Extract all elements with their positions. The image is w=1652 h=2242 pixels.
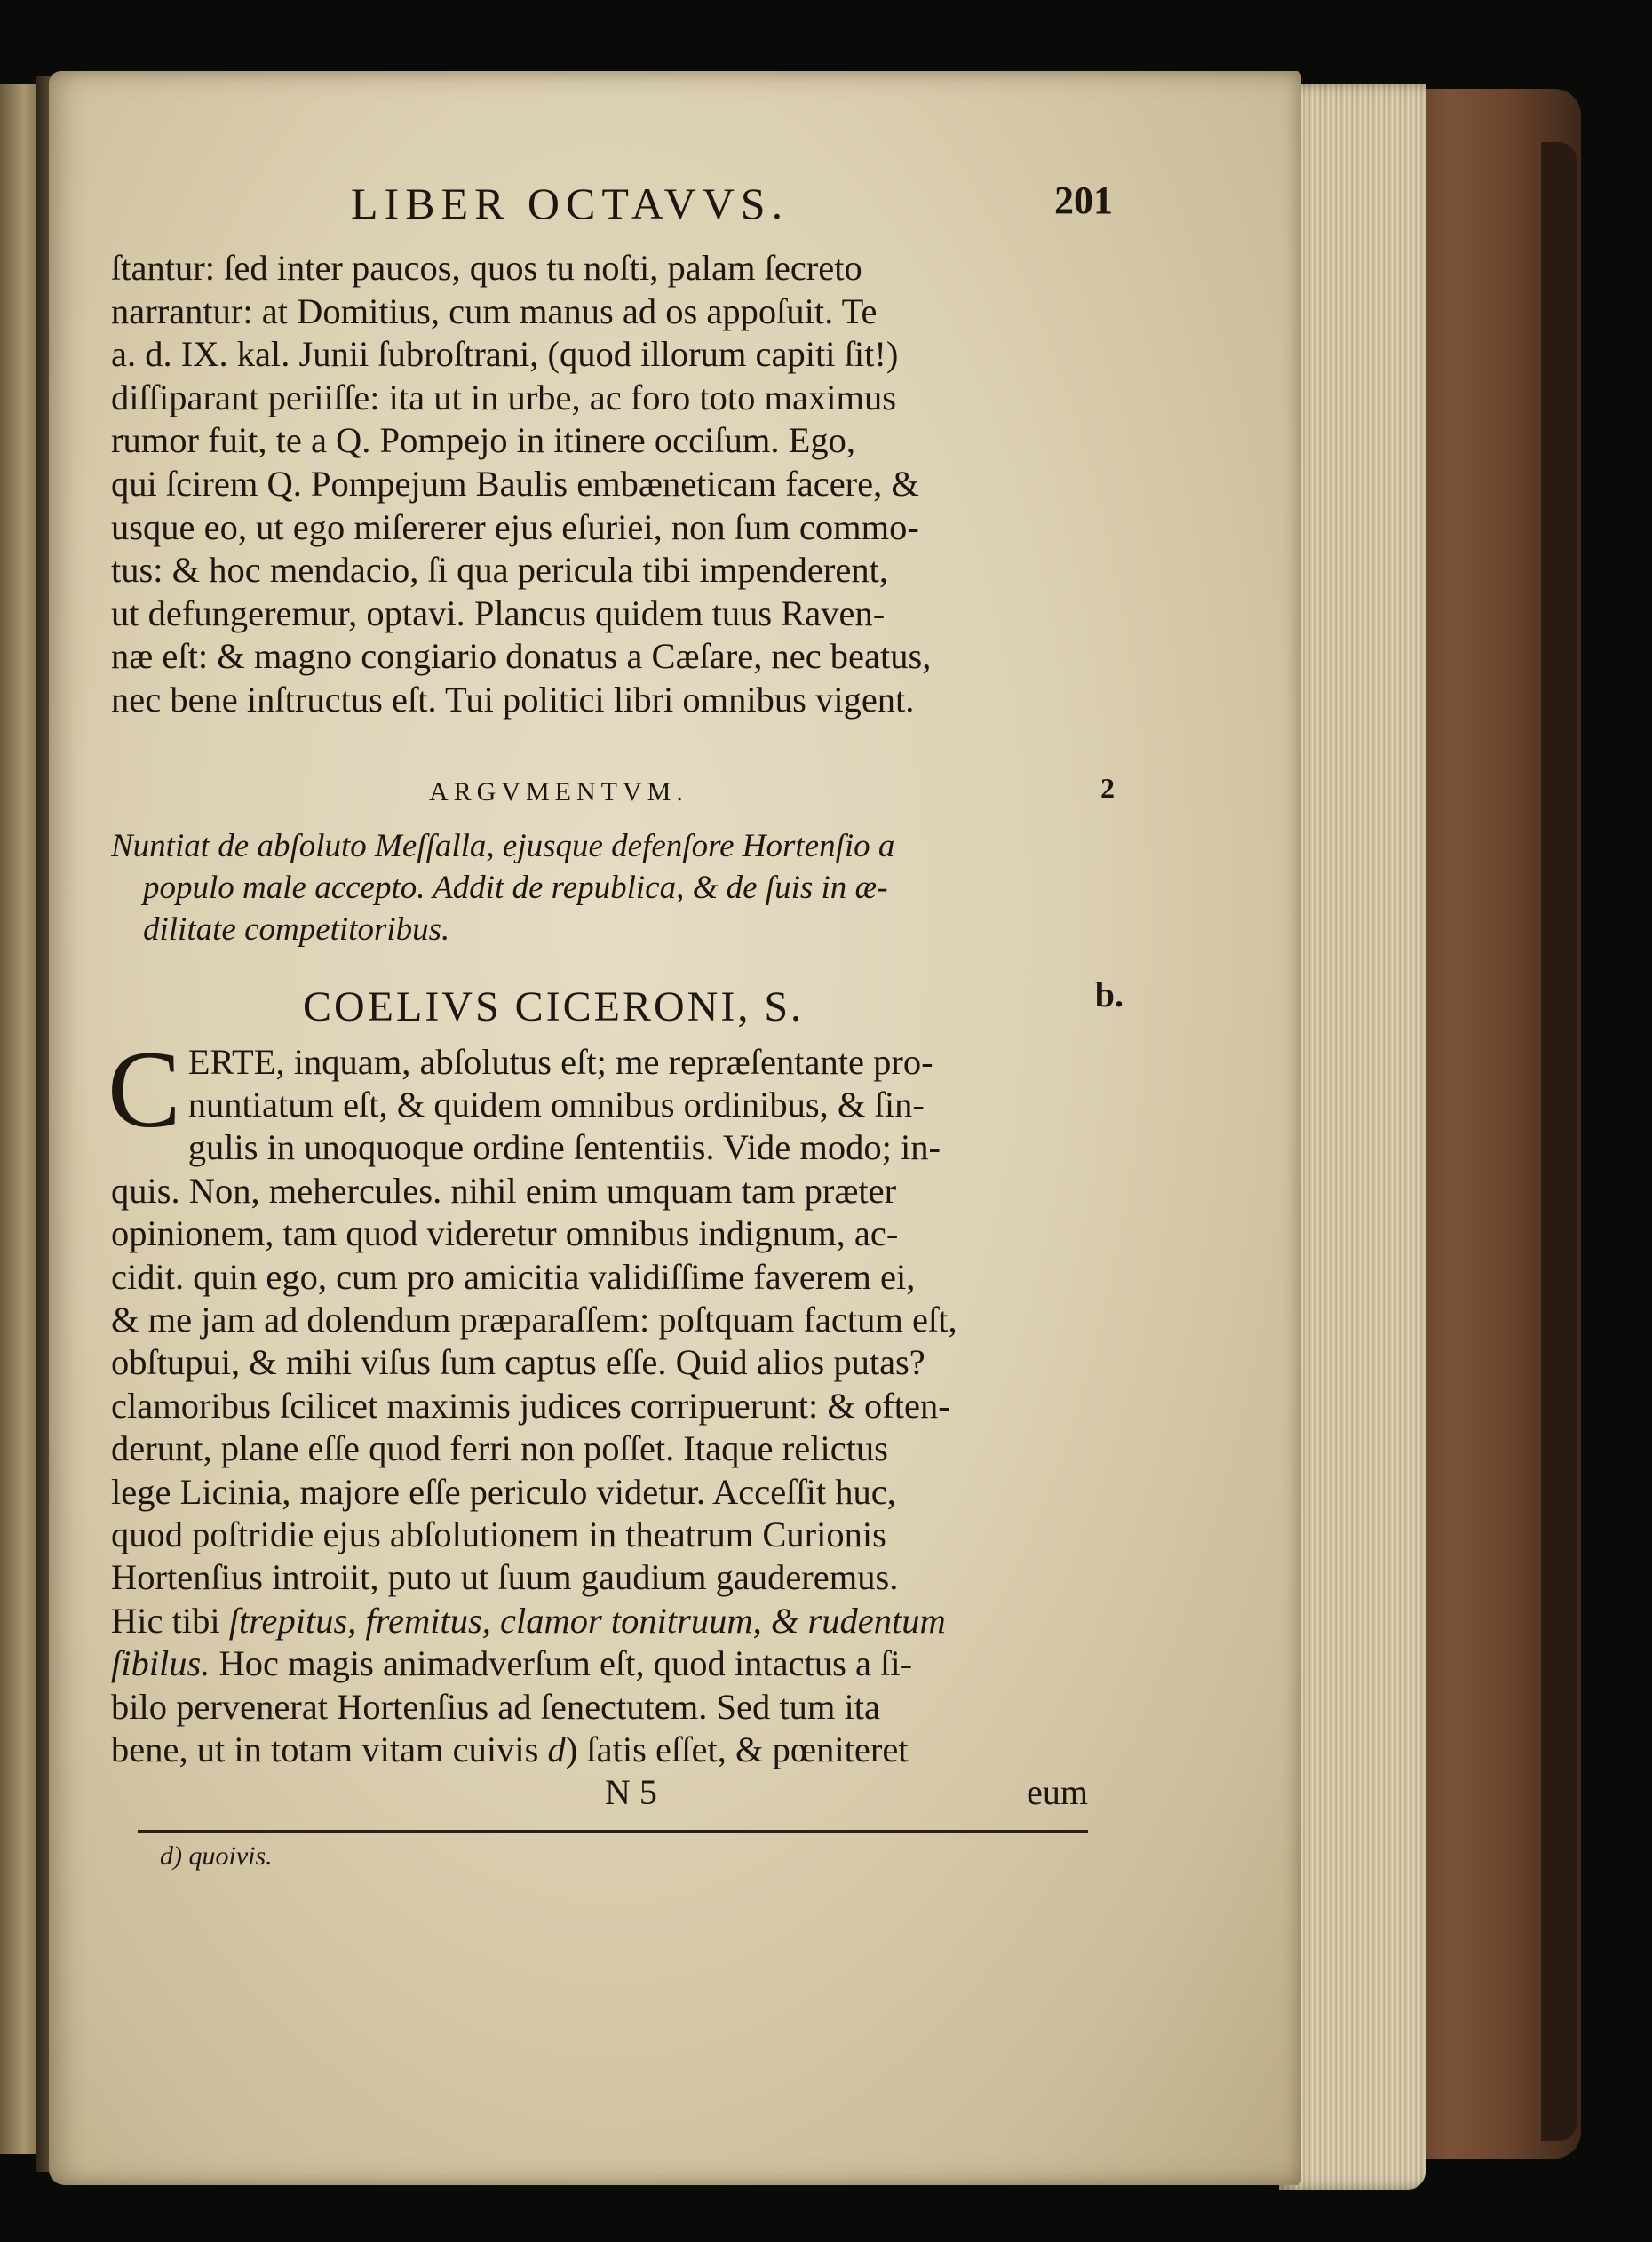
letter-heading-row [111,974,1124,1039]
text-line: ut defungeremur, optavi. Plancus quidem tuus Raven- [111,592,886,633]
page-footer [111,1771,1088,1816]
letter-line: quis. Non, mehercules. nihil enim umquam tam præter [111,1170,897,1211]
letter-body [107,1028,1088,1772]
letter-line: lege Licinia, majore eſſe periculo videtur. Acceſſit huc, [111,1471,896,1512]
letter-line [111,1642,1088,1685]
letter-line: Hortenſius introiit, puto ut ſuum gaudium gauderemus. [111,1557,899,1598]
letter-line: bilo pervenerat Hortenſius ad ſenectutem. Sed tum ita [111,1686,880,1727]
margin-note: b. [1094,974,1124,1014]
argument-line: Nuntiat de abſoluto Meſſalla, ejusque defenſore Hortenſio a [111,827,895,864]
letter-line: & me jam ad dolendum præparaſſem: poſtquam factum eſt, [111,1299,957,1340]
running-head-title: LIBER OCTAVVS. [351,179,790,228]
text-line: a. d. IX. kal. Junii ſubroſtrani, (quod illorum capiti ſit!) [111,334,899,375]
letter-line: gulis in unoquoque ordine ſententiis. Vide modo; in- [187,1127,941,1168]
argument-summary [111,825,1088,950]
text-line: qui ſcirem Q. Pompejum Baulis embæneticam facere, & [111,463,919,504]
line-text: ) ſatis eſſet, & pœniteret [565,1729,909,1770]
line-text: bene, ut in totam vitam cuivis [111,1729,548,1770]
page-content [107,151,1124,1872]
footnote: d) quoivis. [160,1841,273,1872]
letter-number: 2 [1100,771,1115,804]
page-number: 201 [1054,179,1113,222]
text-line: diſſiparant periiſſe: ita ut in urbe, ac foro toto maximus [111,377,897,417]
argument-heading: ARGVMENTVM. [429,776,688,807]
letter-line: quod poſtridie ejus abſolutionem in theatrum Curionis [111,1515,886,1554]
text-line: tus: & hoc mendacio, ſi qua pericula tibi impenderent, [111,550,889,591]
text-line: nec bene inſtructus eſt. Tui politici libri omnibus vigent. [111,679,915,720]
letter-heading: COELIVS CICERONI, S. [303,982,805,1030]
argument-heading-row [111,771,1115,822]
letter-line: cidit. quin ego, cum pro amicitia validiſſime faverem ei, [111,1256,916,1297]
letter-line: opinionem, tam quod videretur omnibus indignum, ac- [111,1213,899,1254]
italic-text: ſtrepitus, fremitus, clamor tonitruum, & rudentum [228,1600,946,1641]
footnote-rule [138,1830,1088,1833]
text-line: næ eſt: & magno congiario donatus a Cæſare, nec beatus, [111,636,932,677]
signature-mark: N 5 [605,1772,657,1813]
catchword: eum [1027,1772,1088,1813]
letter-line: clamoribus ſcilicet maximis judices corripuerunt: & often- [111,1385,950,1426]
italic-text: ſibilus. [111,1643,210,1684]
letter-line: obſtupui, & mihi viſus ſum captus eſſe. Quid alios putas? [111,1342,925,1383]
letter-line: nuntiatum eſt, & quidem omnibus ordinibus, & ſin- [187,1084,925,1125]
running-head [111,151,1113,228]
letter-line [111,1729,1088,1771]
line-text: Hic tibi [111,1600,229,1641]
letter-line: derunt, plane eſſe quod ferri non poſſet. Itaque relictus [111,1428,888,1469]
text-line: usque eo, ut ego miſererer ejus eſuriei, non ſum commo- [111,506,919,547]
argument-line: dilitate competitoribus. [143,910,450,948]
argument-line: populo male accepto. Addit de republica, & de ſuis in æ- [143,869,888,906]
letter-line [111,1600,1088,1642]
footnote-marker: d [547,1729,566,1770]
text-line: rumor fuit, te a Q. Pompejo in itinere occiſum. Ego, [111,420,855,461]
line-text: Hoc magis animadverſum eſt, quod intactus a ſi- [210,1643,913,1684]
drop-cap: C [107,1028,181,1150]
body-text [111,247,1088,722]
cover-edge [1541,142,1577,2141]
letter-line: ERTE, inquam, abſolutus eſt; me repræſentante pro- [187,1041,933,1082]
text-line: ſtantur: ſed inter paucos, quos tu noſti, palam ſecreto [111,248,862,288]
text-line: narrantur: at Domitius, cum manus ad os appoſuit. Te [111,290,878,331]
